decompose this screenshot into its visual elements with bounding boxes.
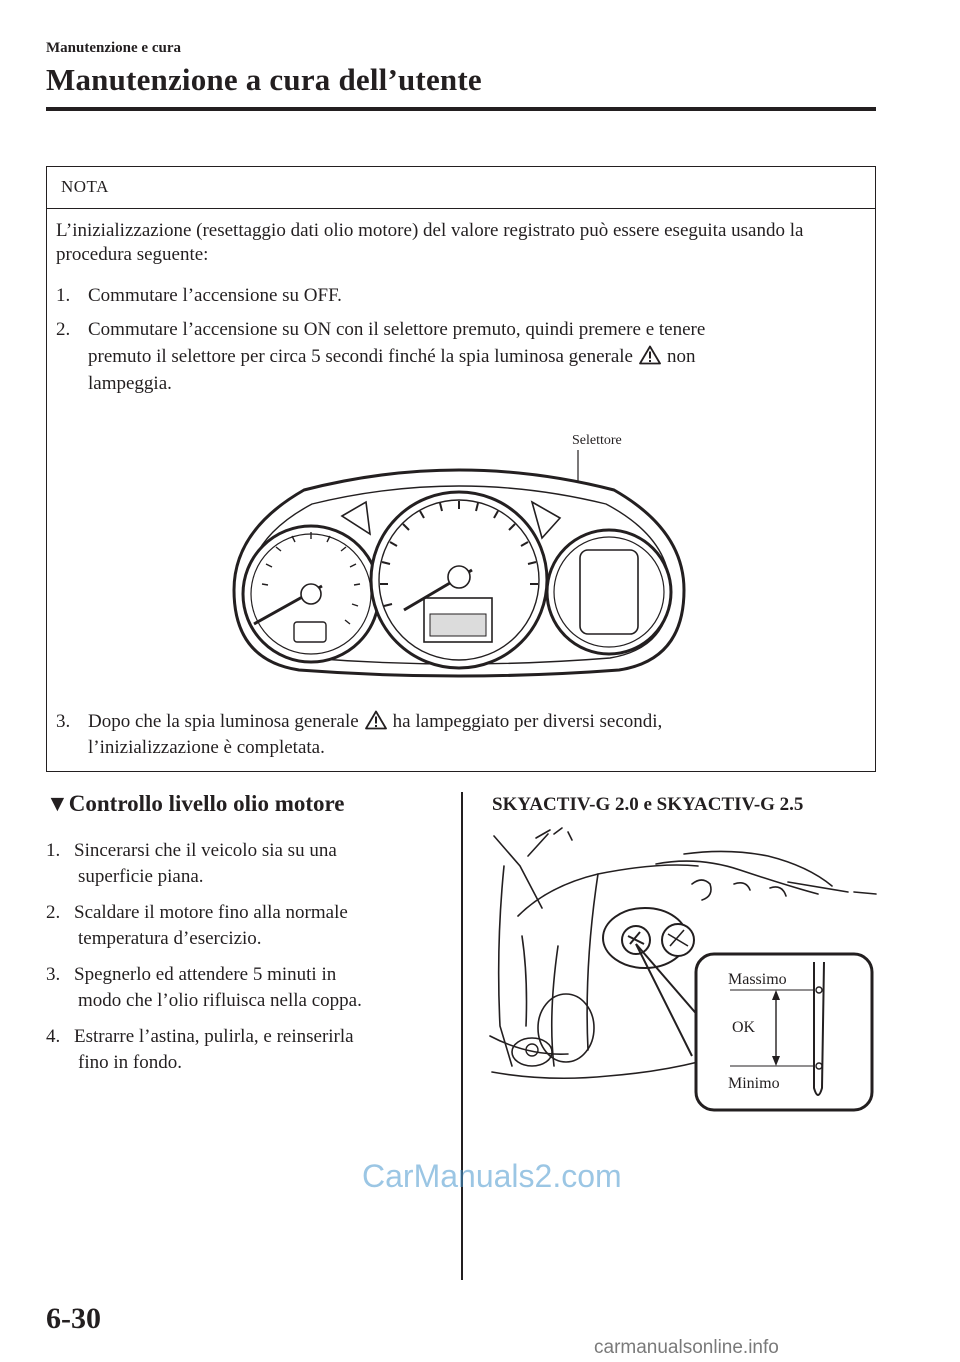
oil-check-heading [46, 791, 345, 817]
watermark-carmanuals2: CarManuals2.com [362, 1158, 622, 1194]
step-text [74, 838, 434, 890]
step-text-part: premuto il selettore per circa 5 secondi finché la spia luminosa generale [88, 346, 633, 367]
step-text: lampeggia. [88, 373, 172, 394]
step-text [88, 344, 695, 369]
step-line: fino in fondo. [78, 1052, 182, 1073]
step-line: superficie piana. [78, 866, 204, 887]
step-number: 3. [56, 711, 71, 732]
step-text [88, 709, 662, 734]
step-text-part: ha lampeggiato per diversi secondi, [392, 711, 663, 732]
column-divider [461, 792, 463, 1280]
dipstick-max-label: Massimo [728, 971, 787, 988]
dipstick-ok-label: OK [732, 1019, 756, 1036]
step-line: Estrarre l’astina, pulirla, e reinserirla [74, 1026, 354, 1047]
step-number: 2. [46, 902, 61, 923]
warning-triangle-icon [639, 345, 661, 365]
warning-triangle-icon [365, 710, 387, 730]
watermark-carmanualsonline: carmanualsonline.info [594, 1337, 779, 1358]
step-text-part: non [666, 346, 696, 367]
step-text: l’inizializzazione è completata. [88, 737, 325, 758]
step-line: modo che l’olio rifluisca nella coppa. [78, 990, 362, 1011]
step-number: 3. [46, 964, 61, 985]
dipstick-min-label: Minimo [728, 1075, 780, 1092]
triangle-bullet-icon: ▼ [46, 791, 69, 816]
step-text [74, 900, 434, 952]
oil-check-heading-text: Controllo livello olio motore [68, 791, 345, 816]
engine-dipstick-illustration [488, 826, 878, 1116]
step-number: 1. [46, 840, 61, 861]
step-text [74, 1024, 434, 1076]
section-label: Manutenzione e cura [46, 40, 181, 56]
step-number: 2. [56, 319, 71, 340]
step-text: Commutare l’accensione su ON con il selettore premuto, quindi premere e tenere [88, 319, 706, 340]
note-header [47, 167, 875, 209]
step-number: 4. [46, 1026, 61, 1047]
note-step-2 [56, 317, 868, 397]
selector-label: Selettore [572, 433, 622, 448]
page-title: Manutenzione a cura dell’utente [46, 62, 482, 97]
step-line: temperatura d’esercizio. [78, 928, 262, 949]
note-step-3 [56, 709, 868, 763]
step-text: Commutare l’accensione su OFF. [88, 285, 342, 306]
note-label: NOTA [61, 177, 109, 196]
step-line: Spegnerlo ed attendere 5 minuti in [74, 964, 337, 985]
step-text-part: Dopo che la spia luminosa generale [88, 711, 359, 732]
step-text [74, 962, 434, 1014]
title-rule [46, 107, 876, 111]
engine-heading: SKYACTIV-G 2.0 e SKYACTIV-G 2.5 [492, 794, 804, 815]
step-line: Sincerarsi che il veicolo sia su una [74, 840, 337, 861]
page-number: 6-30 [46, 1302, 101, 1335]
step-number: 1. [56, 285, 71, 306]
step-line: Scaldare il motore fino alla normale [74, 902, 348, 923]
note-intro: L’inizializzazione (resettaggio dati olio motore) del valore registrato può essere eseguita usando la procedura seguente: [56, 220, 804, 265]
instrument-cluster-illustration [214, 420, 704, 700]
